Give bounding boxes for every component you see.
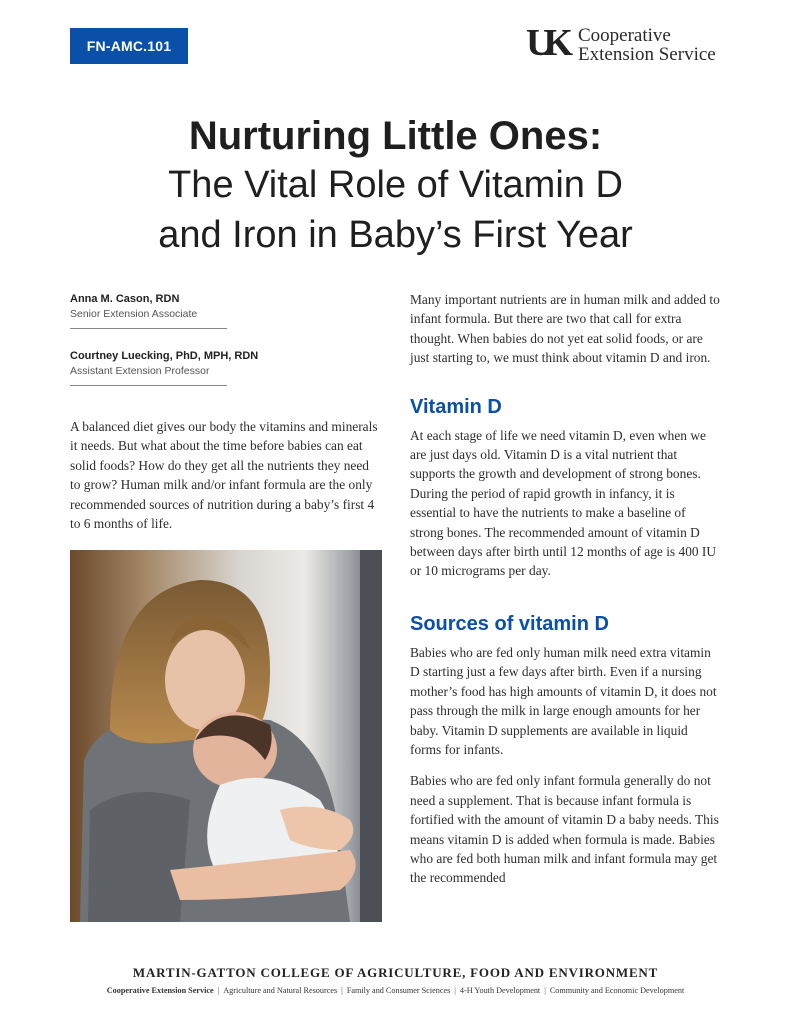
separator: |: [217, 986, 220, 995]
author-name: Courtney Luecking, PhD, MPH, RDN: [70, 350, 259, 362]
title-line-2: The Vital Role of Vitamin D: [168, 164, 623, 206]
publication-code-badge: FN-AMC.101: [70, 28, 188, 64]
sources-paragraph-2: Babies who are fed only infant formula generally do not need a supplement. That is because infant formula is fortified with the amount of vitamin D a baby needs. This means vitamin D is added when formula is made. Babies who are fed both human milk and infant formula may get the recommended: [410, 773, 719, 886]
unit-community: Community and Economic Development: [549, 986, 685, 995]
vitamin-d-paragraph: At each stage of life we need vitamin D, even when we are just days old. Vitamin D is a vital nutrient that supports the growth and development of strong bones. During the period of rapid growth in infancy, it is essential to have the nutrients to make a baseline of strong bones. The recommended amount of vitamin D between days after birth until 12 months of age is 400 IU or 10 micrograms per day.: [410, 427, 717, 579]
author-role: Senior Extension Associate: [70, 308, 198, 320]
author: [70, 349, 259, 386]
section-heading-vitamin-d: Vitamin D: [410, 395, 502, 418]
author-list: [70, 292, 259, 406]
mother-and-baby-photo: [70, 550, 382, 922]
college-name: MARTIN-GATTON COLLEGE OF AGRICULTURE, FOOD AND ENVIRONMENT: [132, 965, 659, 980]
logo-line-1: Cooperative: [578, 25, 671, 46]
footer: [0, 965, 791, 995]
title-line-1: Nurturing Little Ones:: [188, 114, 603, 158]
divider: [70, 328, 227, 329]
lead-paragraph: Many important nutrients are in human milk and added to infant formula. But there are two that call for extra thought. When babies do not yet eat solid foods, or are just starting to, we must think about vitamin D and iron.: [410, 292, 720, 366]
right-column: [410, 290, 722, 900]
author-role: Assistant Extension Professor: [70, 365, 210, 377]
logo-line-2: Extension Service: [578, 44, 716, 65]
uk-logo-mark: UK: [526, 22, 563, 64]
page-title: [0, 112, 791, 260]
author-name: Anna M. Cason, RDN: [70, 293, 180, 305]
unit-4h: 4-H Youth Development: [459, 986, 541, 995]
separator: |: [341, 986, 343, 995]
unit-agriculture: Agriculture and Natural Resources: [223, 986, 338, 995]
section-heading-sources: Sources of vitamin D: [410, 612, 609, 635]
title-line-3: and Iron in Baby’s First Year: [158, 214, 633, 256]
uk-extension-logo: [526, 22, 716, 65]
separator: |: [544, 986, 546, 995]
intro-paragraph: A balanced diet gives our body the vitamins and minerals it needs. But what about the time before babies can eat solid foods? How do they get all the nutrients they need to grow? Human milk and/or infant formula are the only recommended sources of nutrition during a baby’s first 4 to 6 months of life.: [70, 419, 378, 532]
program-units: [0, 986, 791, 995]
sources-paragraph-1: Babies who are fed only human milk need extra vitamin D starting just a few days after birth. Even if a nursing mother’s food has high amounts of vitamin D, it does not pass through the milk in large enough amounts for her baby. Vitamin D supplements are available in liquid forms for infants.: [410, 644, 717, 757]
unit-cooperative-extension: Cooperative Extension Service: [106, 986, 214, 995]
unit-family-consumer: Family and Consumer Sciences: [346, 986, 451, 995]
divider: [70, 385, 227, 386]
separator: |: [454, 986, 456, 995]
author: [70, 292, 227, 329]
